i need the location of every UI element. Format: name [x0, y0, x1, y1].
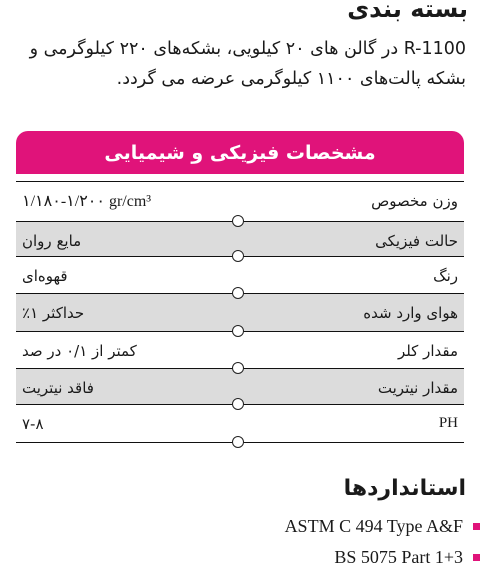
standard-text: BS 5075 Part 1+3 [334, 546, 463, 567]
row-divider [16, 181, 464, 182]
spec-label: رنگ [433, 266, 458, 285]
bullet-square-icon [473, 554, 480, 561]
spec-label: هوای وارد شده [363, 303, 458, 322]
spec-label: مقدار نیتریت [377, 378, 458, 397]
bullet-square-icon [473, 523, 480, 530]
standard-item [285, 513, 480, 539]
connector-node [232, 250, 244, 262]
spec-value: فاقد نیتریت [22, 378, 94, 397]
connector-node [232, 215, 244, 227]
connector-node [232, 436, 244, 448]
spec-label: حالت فیزیکی [375, 231, 458, 250]
packaging-description: R-1100 در گالن های ۲۰ کیلویی، بشکه‌های ۲۲۰ کیلوگرمی و بشکه پالت‌های ۱۱۰۰ کیلوگرمی عرضه می گردد. [29, 39, 466, 89]
spec-label: PH [438, 415, 458, 431]
spec-value: قهوه‌ای [22, 266, 68, 285]
standard-text: ASTM C 494 Type A&F [284, 515, 463, 536]
spec-value: حداکثر ۱٪ [22, 303, 85, 322]
specs-header [16, 131, 464, 174]
specs-title: مشخصات فیزیکی و شیمیایی [104, 141, 376, 164]
spec-label: وزن مخصوص [371, 191, 458, 210]
spec-value: کمتر از ۰/۱ در صد [22, 341, 137, 360]
packaging-title: بسته بندی [347, 0, 468, 23]
connector-node [232, 362, 244, 374]
connector-node [232, 325, 244, 337]
spec-value: ۷-۸ [22, 414, 44, 433]
spec-value: مایع روان [22, 231, 82, 250]
spec-label: مقدار کلر [397, 341, 458, 360]
spec-row-density [16, 182, 464, 219]
connector-node [232, 398, 244, 410]
standards-title: استانداردها [343, 476, 466, 501]
connector-node [232, 287, 244, 299]
spec-value: ۱/۱۸۰-۱/۲۰۰ gr/cm³ [22, 192, 152, 210]
standard-item [334, 544, 480, 570]
